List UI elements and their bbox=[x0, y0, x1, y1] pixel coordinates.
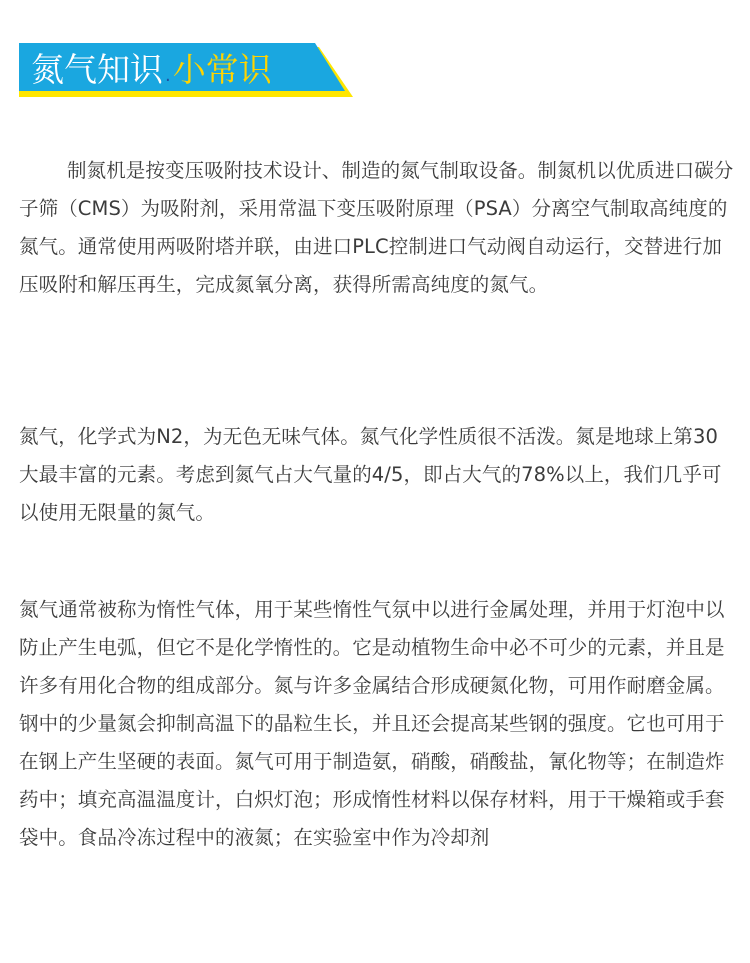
title-sub: 小常识 bbox=[172, 50, 272, 89]
paragraph-nitrogen-generator: 制氮机是按变压吸附技术设计、制造的氮气制取设备。制氮机以优质进口碳分子筛（CMS）为吸附剂，采用常温下变压吸附原理（PSA）分离空气制取高纯度的氮气。通常使用两吸附塔并联，由进口PLC控制进口气动阀自动运行，交替进行加压吸附和解压再生，完成氮氧分离，获得所需高纯度的氮气。 bbox=[19, 159, 734, 296]
page-title bbox=[31, 48, 272, 92]
paragraph-nitrogen-properties: 氮气，化学式为N2，为无色无味气体。氮气化学性质很不活泼。氮是地球上第30大最丰富的元素。考虑到氮气占大气量的4/5，即占大气的78%以上，我们几乎可以使用无限量的氮气。 bbox=[19, 425, 722, 524]
title-main: 氮气知识 bbox=[31, 50, 163, 89]
title-banner bbox=[19, 43, 354, 97]
paragraph-nitrogen-uses: 氮气通常被称为惰性气体，用于某些惰性气氛中以进行金属处理，并用于灯泡中以防止产生电弧，但它不是化学惰性的。它是动植物生命中必不可少的元素，并且是许多有用化合物的组成部分。氮与许多金属结合形成硬氮化物，可用作耐磨金属。钢中的少量氮会抑制高温下的晶粒生长，并且还会提高某些钢的强度。它也可用于在钢上产生坚硬的表面。氮气可用于制造氨，硝酸，硝酸盐，氰化物等；在制造炸药中；填充高温温度计，白炽灯泡；形成惰性材料以保存材料，用于干燥箱或手套袋中。食品冷冻过程中的液氮；在实验室中作为冷却剂 bbox=[19, 598, 725, 849]
title-separator: . bbox=[165, 65, 171, 86]
